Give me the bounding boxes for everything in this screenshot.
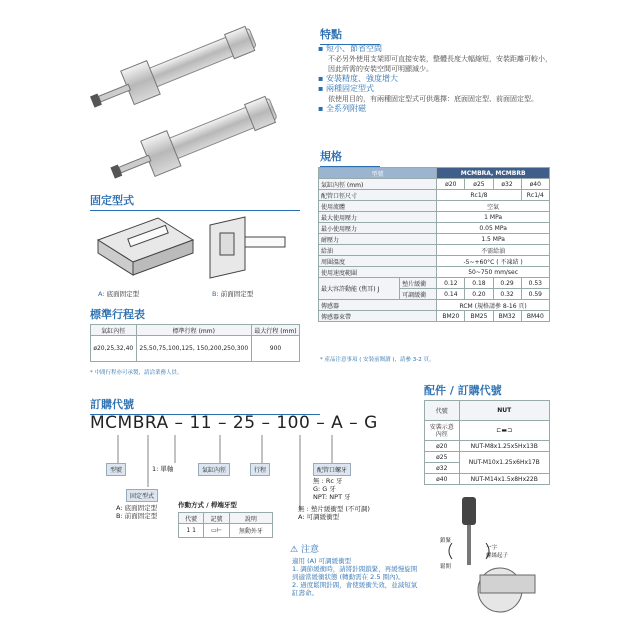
spec-row-label: 使用流體: [319, 201, 437, 212]
diagram-label-loosen: 鬆開: [440, 564, 452, 570]
caution-item: 2. 過度鬆開針閥，會使緩衝失效，並減短氣缸壽命。: [292, 581, 418, 597]
order-action-table: [178, 512, 273, 538]
feature-3-desc: 依使用目的，有兩種固定型式可供選擇：底面固定型、前面固定型。: [328, 95, 538, 103]
order-code-part: –: [217, 413, 227, 433]
port-opt: 無 : Rc 牙: [313, 477, 343, 485]
spec-cell: 1.5 MPa: [437, 234, 550, 245]
spec-sub-label: 可調緩衝: [400, 289, 437, 300]
order-code-part: 25: [232, 413, 256, 433]
spec-cell: 0.14: [437, 289, 465, 300]
order-action-label: 作動方式 / 桿端牙型: [178, 501, 237, 509]
action-cell: 1: [186, 527, 191, 534]
mount-b-key: B:: [212, 290, 219, 298]
spec-row-label: 最大使用壓力: [319, 212, 437, 223]
stroke-cell: 900: [252, 336, 300, 362]
order-cushion-opts: [298, 505, 370, 521]
stroke-note: * 中間行程亦可承製，請洽業務人員。: [90, 370, 183, 376]
spec-row-label: 最大容許動能 (焦耳) J: [319, 278, 400, 300]
accessory-code: NUT-M10x1.25x6Hx17B: [459, 452, 549, 474]
accessory-bore: ø32: [425, 463, 460, 474]
spec-cell: BM40: [521, 311, 549, 322]
mount-a-key: A:: [98, 290, 105, 298]
order-port-opts: [313, 477, 351, 501]
features-title: 特點: [320, 26, 380, 45]
port-opt: NPT: NPT 牙: [313, 493, 351, 501]
mount-a-text: 底面固定型: [104, 290, 140, 298]
spec-title: 規格: [320, 148, 380, 167]
mount-a-label: [98, 289, 139, 298]
spec-cell: Rc1/4: [521, 190, 549, 201]
order-code-part: MCMBRA: [90, 413, 169, 433]
accessory-table: [424, 400, 550, 485]
mount-b-diagram: [205, 215, 295, 280]
spec-cell: 0.59: [521, 289, 549, 300]
order-code-part: –: [174, 413, 184, 433]
caution-title: [290, 542, 319, 555]
feature-3-head: ▪ 兩種固定型式: [318, 84, 374, 93]
stroke-header: 標準行程 (mm): [136, 325, 251, 336]
action-header: 記號: [204, 513, 229, 524]
cylinder-product-photo: [85, 25, 290, 185]
nut-schematic-icon: ⊏▬⊐: [459, 421, 549, 441]
spec-cell: ø40: [521, 179, 549, 190]
order-code-part: 11: [189, 413, 213, 433]
spec-header-label: 型號: [319, 168, 437, 179]
spec-row-label: 傳感器束帶: [319, 311, 437, 322]
stroke-cell: 25,50,75,100,125, 150,200,250,300: [136, 336, 251, 362]
mount-b-label: [212, 289, 253, 298]
order-bore-label: 氣缸內徑: [198, 463, 230, 476]
spec-cell: Rc1/8: [437, 190, 521, 201]
spec-cell: 不需給油: [437, 245, 550, 256]
stroke-cell: ø20,25,32,40: [91, 336, 137, 362]
accessory-bore: ø40: [425, 474, 460, 485]
spec-cell: 0.20: [465, 289, 493, 300]
accessory-header: NUT: [459, 401, 549, 421]
order-code: [90, 413, 378, 433]
mount-opt: A: 底面固定型: [116, 504, 158, 512]
cushion-opt: A: 可調緩衝型: [298, 513, 340, 521]
order-code-part: –: [261, 413, 271, 433]
accessory-code: NUT-M8x1.25x5Hx13B: [459, 441, 549, 452]
order-model-label: 型號: [106, 463, 126, 476]
order-mount-opts: [116, 504, 157, 520]
order-code-part: –: [316, 413, 326, 433]
spec-table: [318, 167, 550, 322]
accessory-bore: ø25: [425, 452, 460, 463]
spec-cell: 0.05 MPa: [437, 223, 550, 234]
spec-row-label: 周圍溫度: [319, 256, 437, 267]
stroke-header: 氣缸內徑: [91, 325, 137, 336]
spec-cell: 空氣: [437, 201, 550, 212]
spec-row-label: 使用速度範圍: [319, 267, 437, 278]
spec-cell: -5~+60°C ( 不凍結 ): [437, 256, 550, 267]
mount-b-text: 前面固定型: [218, 290, 254, 298]
features-list: [318, 44, 558, 114]
order-code-part: –: [349, 413, 359, 433]
diagram-label-screwdriver: 螺絲起子: [486, 553, 509, 559]
feature-2-head: ▪ 安裝精度、強度增大: [318, 74, 398, 83]
spec-cell: ø32: [493, 179, 521, 190]
spec-cell: 0.29: [493, 278, 521, 289]
spec-row-label: 傳感器: [319, 300, 437, 311]
spec-cell: BM32: [493, 311, 521, 322]
spec-note: * 產品注意事項 ( 安裝前閱讀 )，請參 3-2 頁。: [320, 357, 435, 363]
accessory-code: NUT-M14x1.5x8Hx22B: [459, 474, 549, 485]
order-code-part: A: [331, 413, 344, 433]
feature-1-desc: 不必另外使用支架即可直接安裝，整體長度大幅縮短，安裝距離可較小，因此所需的安裝空間可明顯減少。: [328, 55, 552, 73]
warning-icon: ⚠: [290, 545, 299, 555]
order-stroke-label: 行程: [250, 463, 270, 476]
spec-cell: 1 MPa: [437, 212, 550, 223]
order-single-label: 1: 單軸: [152, 465, 174, 473]
mount-a-diagram: [88, 210, 198, 285]
spec-row-label: 氣缸內徑 (mm): [319, 179, 437, 190]
action-header: 說明: [229, 513, 272, 524]
spec-cell: 0.12: [437, 278, 465, 289]
stroke-table: [90, 324, 300, 362]
order-title: 訂購代號: [90, 396, 320, 415]
accessory-header: 代號: [425, 401, 460, 421]
caution-sub: 適用 (A) 可調緩衝型: [292, 557, 352, 565]
spec-cell: ø25: [465, 179, 493, 190]
spec-cell: 0.32: [493, 289, 521, 300]
stroke-title: 標準行程表: [90, 306, 300, 325]
spec-cell: 50~750 mm/sec: [437, 267, 550, 278]
order-code-part: G: [364, 413, 378, 433]
spec-cell: BM20: [437, 311, 465, 322]
caution-title-text: 注意: [300, 545, 319, 555]
accessory-title: 配件 / 訂購代號: [424, 382, 550, 401]
order-code-part: 100: [276, 413, 311, 433]
order-mount-label: 固定型式: [126, 489, 158, 502]
spec-cell: ø20: [437, 179, 465, 190]
stroke-header: 最大行程 (mm): [252, 325, 300, 336]
spec-cell: RCM (規格請參 8-16 頁): [437, 300, 550, 311]
action-cell: 1: [192, 527, 196, 534]
spec-row-label: 配管口徑尺寸: [319, 190, 437, 201]
order-port-label: 配管口螺牙: [313, 463, 351, 476]
spec-row-label: 給油: [319, 245, 437, 256]
port-opt: G: G 牙: [313, 485, 336, 493]
spec-cell: 0.18: [465, 278, 493, 289]
mount-opt: B: 前面固定型: [116, 512, 158, 520]
cushion-opt: 無 : 墊片緩衝型 (不可調): [298, 505, 370, 513]
spec-header-model: MCMBRA, MCMBRB: [437, 168, 550, 179]
caution-item: 1. 調節緩衝時，請將針閥鎖緊，再緩慢旋開到適當緩衝狀態 (轉動需在 2.5 圈內)。: [292, 565, 418, 581]
action-header: 代號: [179, 513, 204, 524]
accessory-bore: ø20: [425, 441, 460, 452]
spec-cell: BM25: [465, 311, 493, 322]
action-symbol-icon: ▭⊢: [204, 524, 229, 538]
diagram-label-slot: 一字: [486, 545, 498, 551]
accessory-subheader: 內徑: [435, 430, 448, 438]
accessory-subheader: 安裝示意: [429, 423, 454, 431]
spec-row-label: 最小使用壓力: [319, 223, 437, 234]
spec-row-label: 耐壓力: [319, 234, 437, 245]
feature-4-head: ▪ 全系列附磁: [318, 104, 366, 113]
diagram-label-lock: 鎖緊: [440, 538, 452, 544]
spec-cell: 0.53: [521, 278, 549, 289]
mount-title: 固定型式: [90, 192, 300, 211]
action-cell: 無動外牙: [229, 524, 272, 538]
spec-sub-label: 墊片緩衝: [400, 278, 437, 289]
feature-1-head: ▪ 短小、節省空間: [318, 44, 382, 53]
caution-body: [292, 557, 420, 597]
